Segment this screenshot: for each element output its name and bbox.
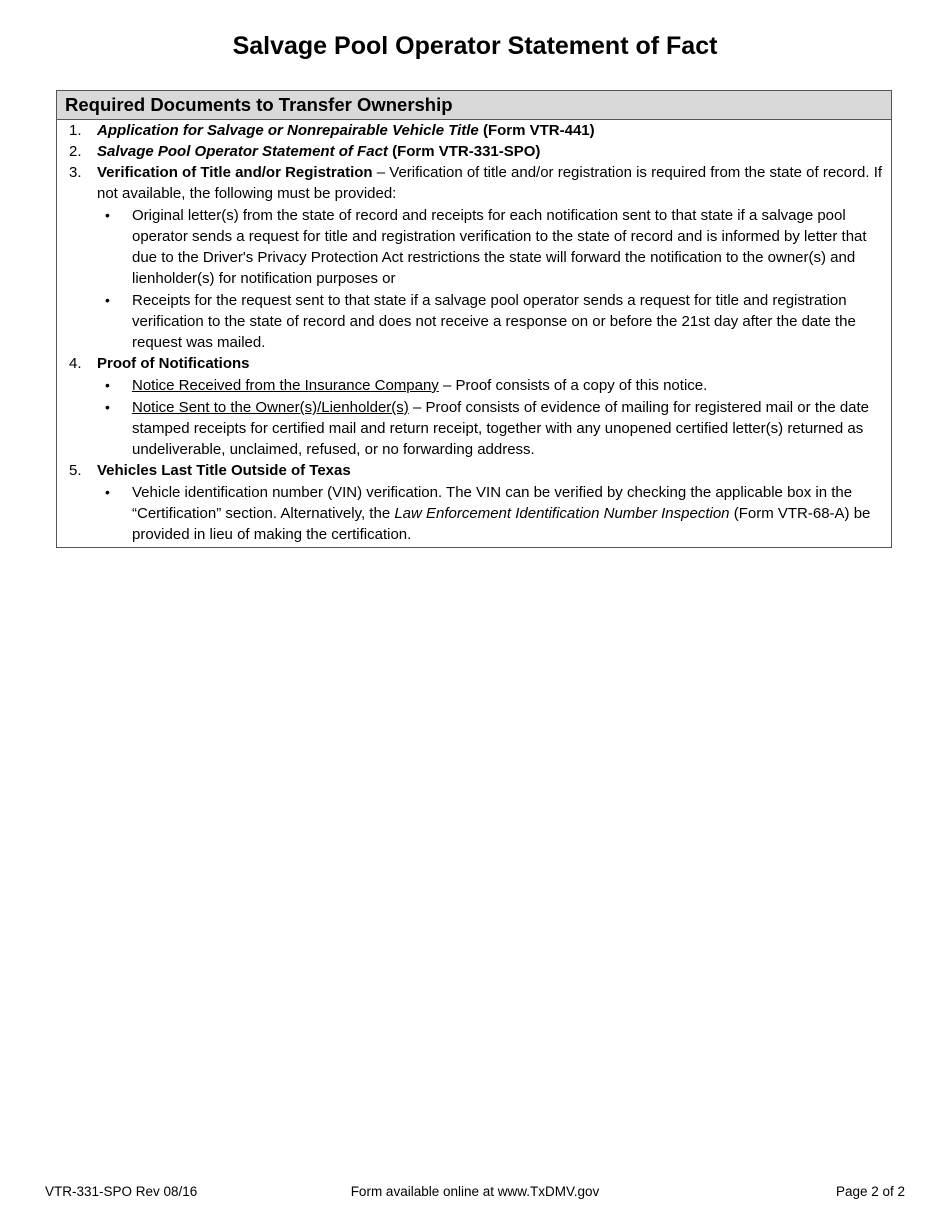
footer-page-number: Page 2 of 2 bbox=[835, 1184, 905, 1199]
bullet-label: Notice Sent to the Owner(s)/Lienholder(s) bbox=[132, 399, 409, 416]
item-number: 4. bbox=[69, 355, 82, 372]
bullet-icon: • bbox=[105, 484, 110, 500]
bullet-text: – Proof consists of evidence of mailing for registered mail or the date stamped receipts for certified mail and return receipt, together with any unopened certified letter(s) returned as undeliverable, unclaimed, refused, or no forwarding address. bbox=[132, 399, 870, 458]
page-title: Salvage Pool Operator Statement of Fact bbox=[232, 32, 718, 60]
sub-list-item bbox=[97, 290, 885, 353]
bullet-text: Original letter(s) from the state of record and receipts for each notification sent to that state if a salvage pool operator sends a request for title and registration verification to the state of record and is informed by letter that due to the Driver's Privacy Protection Act restrictions the state will forward the notification to the owner(s) and lienholder(s) for notification purposes or bbox=[132, 207, 867, 287]
list-item-1 bbox=[57, 120, 891, 141]
sub-list-item bbox=[97, 375, 885, 396]
sub-list bbox=[97, 205, 885, 353]
footer-form-number: VTR-331-SPO Rev 08/16 bbox=[45, 1184, 198, 1199]
sub-list-item bbox=[97, 397, 885, 460]
item-text: – Verification of title and/or registration is required from the state of record. If not available, the following must be provided: bbox=[97, 164, 883, 202]
list-item-4 bbox=[57, 353, 891, 460]
sub-list-item bbox=[97, 205, 885, 289]
bullet-text: (Form VTR-68-A) be provided in lieu of making the certification. bbox=[132, 505, 871, 543]
item-form: (Form VTR-331-SPO) bbox=[387, 143, 541, 160]
item-number: 5. bbox=[69, 462, 82, 479]
item-title: Vehicles Last Title Outside of Texas bbox=[97, 462, 351, 479]
item-form: (Form VTR-441) bbox=[478, 122, 595, 139]
list-item-3 bbox=[57, 162, 891, 353]
bullet-icon: • bbox=[105, 377, 110, 393]
item-number: 2. bbox=[69, 143, 82, 160]
bullet-icon: • bbox=[105, 399, 110, 415]
item-title: Proof of Notifications bbox=[97, 355, 250, 372]
bullet-text: Vehicle identification number (VIN) verification. The VIN can be verified by checking the applicable box in the “Certification” section. Alternatively, the bbox=[132, 484, 853, 522]
item-number: 1. bbox=[69, 122, 82, 139]
bullet-text: – Proof consists of a copy of this notice. bbox=[438, 377, 708, 394]
section-header: Required Documents to Transfer Ownership bbox=[57, 91, 891, 120]
sub-list bbox=[97, 375, 885, 460]
sub-list bbox=[97, 482, 885, 545]
footer-website: Form available online at www.TxDMV.gov bbox=[350, 1184, 600, 1199]
bullet-label: Notice Received from the Insurance Company bbox=[132, 377, 439, 394]
item-title: Verification of Title and/or Registration bbox=[97, 164, 373, 181]
required-documents-box bbox=[56, 90, 892, 548]
sub-list-item bbox=[97, 482, 885, 545]
bullet-text: Receipts for the request sent to that state if a salvage pool operator sends a request for title and registration verification to the state of record and does not receive a response on or before the 21st day after the date the request was mailed. bbox=[132, 292, 856, 351]
required-documents-list bbox=[57, 120, 891, 545]
bullet-italic-text: Law Enforcement Identification Number Inspection bbox=[394, 505, 730, 522]
item-title: Application for Salvage or Nonrepairable Vehicle Title bbox=[97, 122, 479, 139]
list-item-2 bbox=[57, 141, 891, 162]
bullet-icon: • bbox=[105, 292, 110, 308]
item-title: Salvage Pool Operator Statement of Fact bbox=[97, 143, 388, 160]
item-number: 3. bbox=[69, 164, 82, 181]
bullet-icon: • bbox=[105, 207, 110, 223]
list-item-5 bbox=[57, 460, 891, 545]
